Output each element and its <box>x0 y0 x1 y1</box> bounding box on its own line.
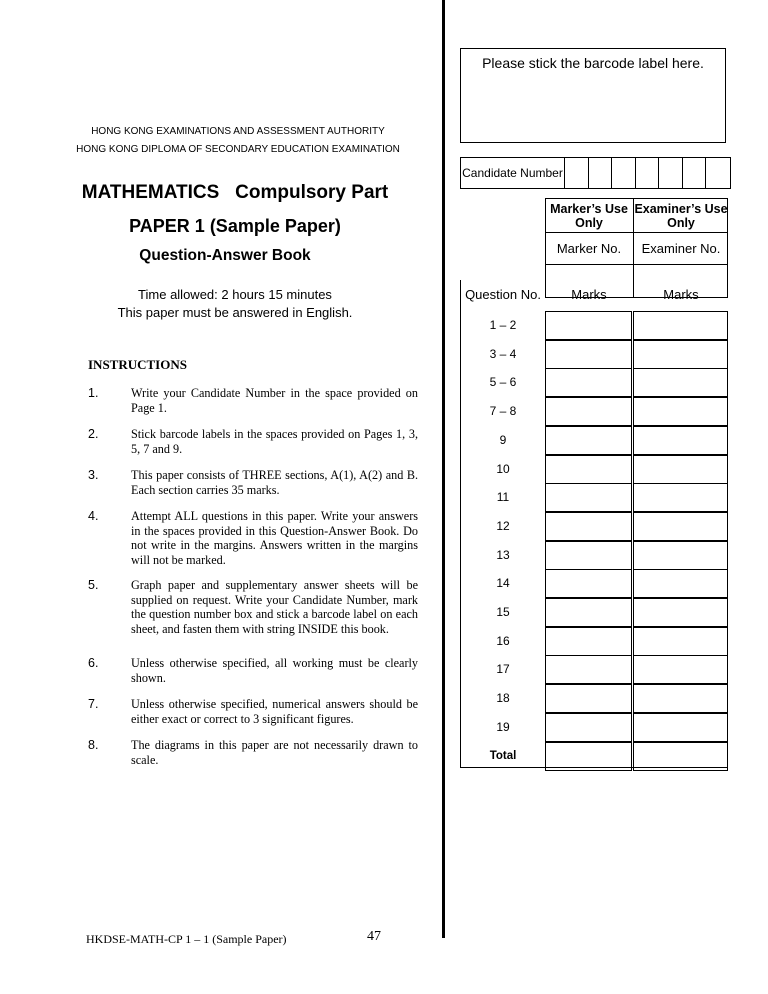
question-label: 15 <box>496 605 510 619</box>
examiner-marks-box <box>633 598 728 627</box>
paper-title: PAPER 1 (Sample Paper) <box>129 216 341 236</box>
header-divider <box>545 232 728 233</box>
examiner-no-label: Examiner No. <box>641 241 721 256</box>
marker-marks-box <box>545 713 632 742</box>
instruction-text: Write your Candidate Number in the space provided on Page 1. <box>131 386 418 415</box>
examiner-marks-box <box>633 483 728 512</box>
examiner-marks-box <box>633 742 728 771</box>
instruction-text: This paper consists of THREE sections, A(1), A(2) and B. Each section carries 35 marks. <box>131 468 418 497</box>
candidate-digit-box <box>612 158 636 188</box>
question-label: 5 – 6 <box>489 375 517 389</box>
question-label: 18 <box>496 691 510 705</box>
instructions-heading: INSTRUCTIONS <box>88 357 187 372</box>
instruction-item <box>88 656 418 685</box>
instruction-text: The diagrams in this paper are not necessarily drawn to scale. <box>131 738 418 767</box>
marker-marks-box <box>545 541 632 570</box>
instruction-item <box>88 578 418 636</box>
subject-title: MATHEMATICS Compulsory Part <box>81 182 389 203</box>
examiner-marks-box <box>633 569 728 598</box>
examiner-marks-box <box>633 512 728 541</box>
marker-marks-box <box>545 598 632 627</box>
marker-marks-box <box>545 627 632 656</box>
examiner-marks-box <box>633 684 728 713</box>
candidate-number-box <box>460 157 731 189</box>
barcode-box <box>460 48 726 143</box>
instruction-item <box>88 427 418 456</box>
examiner-marks-box <box>633 368 728 397</box>
marker-no-label: Marker No. <box>556 241 622 256</box>
instruction-text: Graph paper and supplementary answer sheets will be supplied on request. Write your Candidate Number, mark the question number box and stick a barcode label on each sheet, and fasten them with string INSIDE this book. <box>131 578 418 636</box>
question-label: 10 <box>496 462 510 476</box>
instruction-item <box>88 509 418 567</box>
instruction-text: Stick barcode labels in the spaces provided on Pages 1, 3, 5, 7 and 9. <box>131 427 418 456</box>
marker-marks-box <box>545 368 632 397</box>
marker-marks-box <box>545 569 632 598</box>
question-label: 12 <box>496 519 510 533</box>
question-label: 13 <box>496 548 510 562</box>
examiner-marks-box <box>633 311 728 340</box>
question-label: 7 – 8 <box>489 404 517 418</box>
instruction-number: 1. <box>88 386 99 400</box>
book-title: Question-Answer Book <box>139 247 311 264</box>
question-label: 1 – 2 <box>489 318 517 332</box>
footer-code: HKDSE-MATH-CP 1 – 1 (Sample Paper) <box>86 932 287 946</box>
time-allowed: Time allowed: 2 hours 15 minutes <box>138 287 332 302</box>
instruction-text: Unless otherwise specified, numerical answers should be either exact or correct to 3 significant figures. <box>131 697 418 726</box>
examiners-use-label: Examiner’s Use Only <box>634 202 728 230</box>
examiner-marks-box <box>633 340 728 369</box>
instruction-number: 5. <box>88 578 99 592</box>
question-label: 19 <box>496 720 510 734</box>
instruction-item <box>88 697 418 726</box>
candidate-digit-box <box>706 158 730 188</box>
candidate-digit-box <box>589 158 613 188</box>
marker-marks-box <box>545 655 632 684</box>
authority-name: HONG KONG EXAMINATIONS AND ASSESSMENT AUTHORITY <box>91 126 385 137</box>
instruction-number: 4. <box>88 509 99 523</box>
examiner-marks-box <box>633 426 728 455</box>
question-label: 11 <box>496 490 510 504</box>
candidate-digit-box <box>636 158 660 188</box>
instruction-number: 2. <box>88 427 99 441</box>
marker-marks-box <box>545 397 632 426</box>
marker-marks-box <box>545 483 632 512</box>
question-label: 9 <box>499 433 507 447</box>
total-label: Total <box>489 750 517 762</box>
marks-label: Marks <box>663 287 699 302</box>
instruction-number: 7. <box>88 697 99 711</box>
marker-marks-box <box>545 512 632 541</box>
instruction-item <box>88 468 418 497</box>
instruction-text: Attempt ALL questions in this paper. Write your answers in the spaces provided in this Question-Answer Book. Do not write in the margins. Answers written in the margins will not be marked. <box>131 509 418 567</box>
question-label: 16 <box>496 634 510 648</box>
question-no-label: Question No. <box>465 287 541 302</box>
instruction-number: 8. <box>88 738 99 752</box>
examiner-marks-box <box>633 713 728 742</box>
marker-marks-box <box>545 426 632 455</box>
marker-marks-box <box>545 311 632 340</box>
examiner-marks-box <box>633 397 728 426</box>
candidate-digit-box <box>683 158 707 188</box>
question-label: 14 <box>496 576 510 590</box>
marks-label: Marks <box>571 287 607 302</box>
instruction-number: 3. <box>88 468 99 482</box>
candidate-digit-box <box>659 158 683 188</box>
barcode-label: Please stick the barcode label here. <box>482 55 704 71</box>
instruction-item <box>88 386 418 415</box>
center-divider <box>442 0 445 938</box>
examiner-marks-box <box>633 541 728 570</box>
marker-marks-box <box>545 742 632 771</box>
header-divider <box>545 264 728 265</box>
marker-marks-box <box>545 340 632 369</box>
page-number: 47 <box>367 929 381 944</box>
examiner-marks-box <box>633 627 728 656</box>
markers-use-label: Marker’s Use Only <box>550 202 628 230</box>
examiner-marks-box <box>633 655 728 684</box>
instruction-item <box>88 738 418 767</box>
examiner-marks-box <box>633 455 728 484</box>
question-label: 3 – 4 <box>489 347 517 361</box>
language-note: This paper must be answered in English. <box>117 305 353 320</box>
marker-marks-box <box>545 684 632 713</box>
instruction-number: 6. <box>88 656 99 670</box>
instruction-text: Unless otherwise specified, all working must be clearly shown. <box>131 656 418 685</box>
candidate-number-label: Candidate Number <box>461 158 565 188</box>
candidate-digit-box <box>565 158 589 188</box>
marker-marks-box <box>545 455 632 484</box>
exam-name: HONG KONG DIPLOMA OF SECONDARY EDUCATION EXAMINATION <box>76 144 400 155</box>
question-label: 17 <box>496 662 510 676</box>
